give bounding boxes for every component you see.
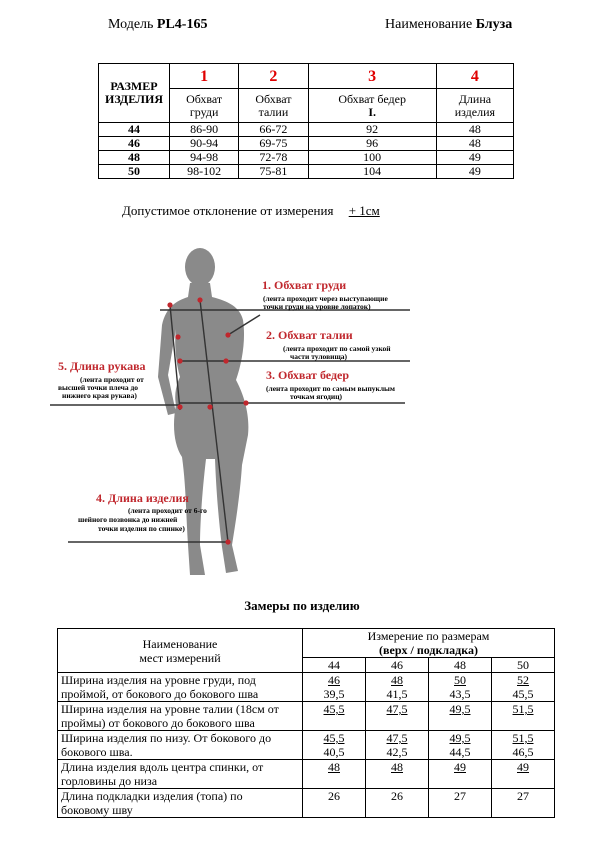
column-label: Обхват груди — [170, 89, 239, 123]
svg-text:точки изделия по спинке): точки изделия по спинке) — [98, 524, 185, 533]
column-number: 1 — [170, 64, 239, 89]
svg-text:5. Длина рукава: 5. Длина рукава — [58, 359, 146, 373]
table-row: Длина изделия вдоль центра спинки, от горловины до низа 48 48 49 49 — [58, 760, 555, 789]
tolerance-text: Допустимое отклонение от измерения — [122, 203, 334, 218]
tolerance-value: + 1см — [348, 203, 380, 218]
svg-text:точки груди на уровне лопаток): точки груди на уровне лопаток) — [263, 302, 371, 311]
column-label: Обхват талии — [239, 89, 308, 123]
product-measurements-title: Замеры по изделию — [244, 598, 360, 613]
head-measure-places: Наименование мест измерений — [58, 629, 303, 673]
table-row: Ширина изделия на уровне талии (18см от проймы) от бокового до бокового шва 45,5 47,5 49,5 51,5 — [58, 702, 555, 731]
svg-text:шейного позвонка до нижней: шейного позвонка до нижней — [78, 515, 178, 524]
measure-label-hips — [266, 368, 395, 401]
column-number: 2 — [239, 64, 308, 89]
column-label: Обхват бедер I. — [308, 89, 436, 123]
svg-text:2. Обхват талии: 2. Обхват талии — [266, 328, 353, 342]
svg-text:(лента проходит по самой узкой: (лента проходит по самой узкой — [283, 344, 391, 353]
table-row: 50 98-102 75-81 104 49 — [99, 165, 514, 179]
table-row: 48 94-98 72-78 100 49 — [99, 151, 514, 165]
product-name-label: Наименование — [385, 17, 473, 32]
product-name-value: Блуза — [475, 17, 513, 32]
svg-text:(лента проходит по самым выпук: (лента проходит по самым выпуклым — [266, 384, 396, 393]
column-number: 3 — [308, 64, 436, 89]
measure-label-waist — [266, 328, 391, 361]
svg-text:точкам ягодиц): точкам ягодиц) — [290, 392, 343, 401]
svg-text:части туловища): части туловища) — [290, 352, 348, 361]
svg-text:высшей точки плеча до: высшей точки плеча до — [58, 383, 139, 392]
table-row: Ширина изделия по низу. От бокового до бокового шва. 45,5 40,5 47,5 42,5 49,5 44,5 51,5 46,5 — [58, 731, 555, 760]
measure-label-sleeve — [58, 359, 146, 400]
size-col-header: 48 — [429, 658, 492, 673]
table-row: 46 90-94 69-75 96 48 — [99, 137, 514, 151]
model-label: Модель — [108, 17, 154, 32]
table-row: Длина подкладки изделия (топа) по боковому шву 26 26 27 27 — [58, 789, 555, 818]
column-number: 4 — [436, 64, 513, 89]
body-measurement-diagram — [50, 245, 430, 585]
size-col-header: 44 — [303, 658, 366, 673]
size-header-cell — [99, 64, 170, 123]
measure-label-chest — [262, 278, 388, 311]
column-label: Длина изделия — [436, 89, 513, 123]
svg-text:(лента проходит через выступаю: (лента проходит через выступающие — [263, 294, 388, 303]
product-measurements-table — [57, 628, 555, 818]
svg-text:4. Длина изделия: 4. Длина изделия — [96, 491, 189, 505]
size-header-line: ИЗДЕЛИЯ — [105, 92, 163, 106]
table-row: Ширина изделия на уровне груди, под проймой, от бокового до бокового шва 46 39,5 48 41,5 50 43,5 52 45,5 — [58, 673, 555, 702]
svg-text:3. Обхват бедер: 3. Обхват бедер — [266, 368, 350, 382]
model-line — [108, 17, 207, 33]
size-header-line: РАЗМЕР — [110, 79, 158, 93]
svg-text:(лента проходит от 6-го: (лента проходит от 6-го — [128, 506, 207, 515]
svg-text:нижнего края рукава): нижнего края рукава) — [62, 391, 137, 400]
svg-text:1. Обхват груди: 1. Обхват груди — [262, 278, 347, 292]
tolerance-note — [122, 203, 380, 219]
table-row: 44 86-90 66-72 92 48 — [99, 123, 514, 137]
svg-text:(лента проходит от: (лента проходит от — [80, 375, 144, 384]
size-chart-table — [98, 63, 514, 179]
size-col-header: 46 — [366, 658, 429, 673]
head-size-measurement: Измерение по размерам (верх / подкладка) — [303, 629, 555, 658]
model-value: PL4-165 — [156, 17, 208, 32]
product-name-line — [385, 17, 512, 33]
size-col-header: 50 — [492, 658, 555, 673]
